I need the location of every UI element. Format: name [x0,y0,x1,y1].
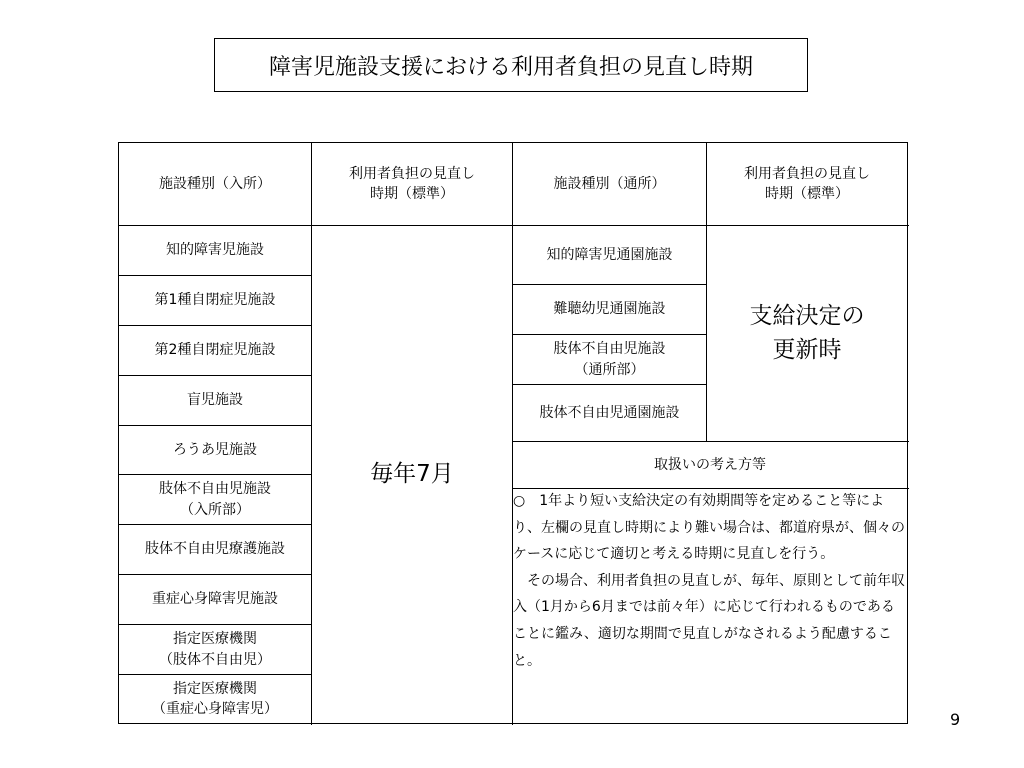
policy-paragraph: ○ 1年より短い支給決定の有効期間等を定めること等により、左欄の見直し時期により難い場合は、都道府県が、個々のケースに応じて適切と考える時期に見直しを行う。 [513,493,905,563]
outpatient-facility-cell: 知的障害児通園施設 [546,246,673,263]
residential-facility-cell: 肢体不自由児施設 （入所部） [159,481,271,518]
residential-timing-cell: 毎年7月 [370,460,454,487]
outpatient-facility-cell: 難聴幼児通園施設 [553,301,666,318]
page-number: 9 [950,710,961,729]
schedule-table [118,142,908,724]
outpatient-facility-cell: 肢体不自由児施設 （通所部） [553,341,666,378]
slide-title: 障害児施設支援における利用者負担の見直し時期 [214,38,808,92]
residential-facility-cell: 肢体不自由児療護施設 [145,541,285,558]
policy-note [513,488,905,674]
policy-heading: 取扱いの考え方等 [654,456,766,473]
residential-facility-cell: 第1種自閉症児施設 [154,292,276,309]
residential-facility-cell: 知的障害児施設 [166,242,264,259]
header-residential-facility: 施設種別（入所） [159,175,271,192]
header-outpatient-facility: 施設種別（通所） [553,175,666,192]
residential-facility-cell: 重症心身障害児施設 [152,591,278,608]
outpatient-facility-cell: 肢体不自由児通園施設 [539,404,680,421]
residential-facility-cell: ろうあ児施設 [173,441,257,458]
policy-paragraph: その場合、利用者負担の見直しが、毎年、原則として前年収入（1月から6月までは前々年）に応じて行われるものであることに鑑み、適切な期間で見直しがなされるよう配慮すること。 [513,572,905,669]
residential-facility-cell: 指定医療機関 （肢体不自由児） [159,631,271,668]
residential-facility-cell: 盲児施設 [187,392,243,409]
outpatient-timing-cell: 支給決定の 更新時 [749,303,865,363]
header-outpatient-timing: 利用者負担の見直し 時期（標準） [744,165,870,202]
header-residential-timing: 利用者負担の見直し 時期（標準） [349,165,475,202]
residential-facility-cell: 第2種自閉症児施設 [154,342,276,359]
residential-facility-cell: 指定医療機関 （重症心身障害児） [152,680,278,717]
